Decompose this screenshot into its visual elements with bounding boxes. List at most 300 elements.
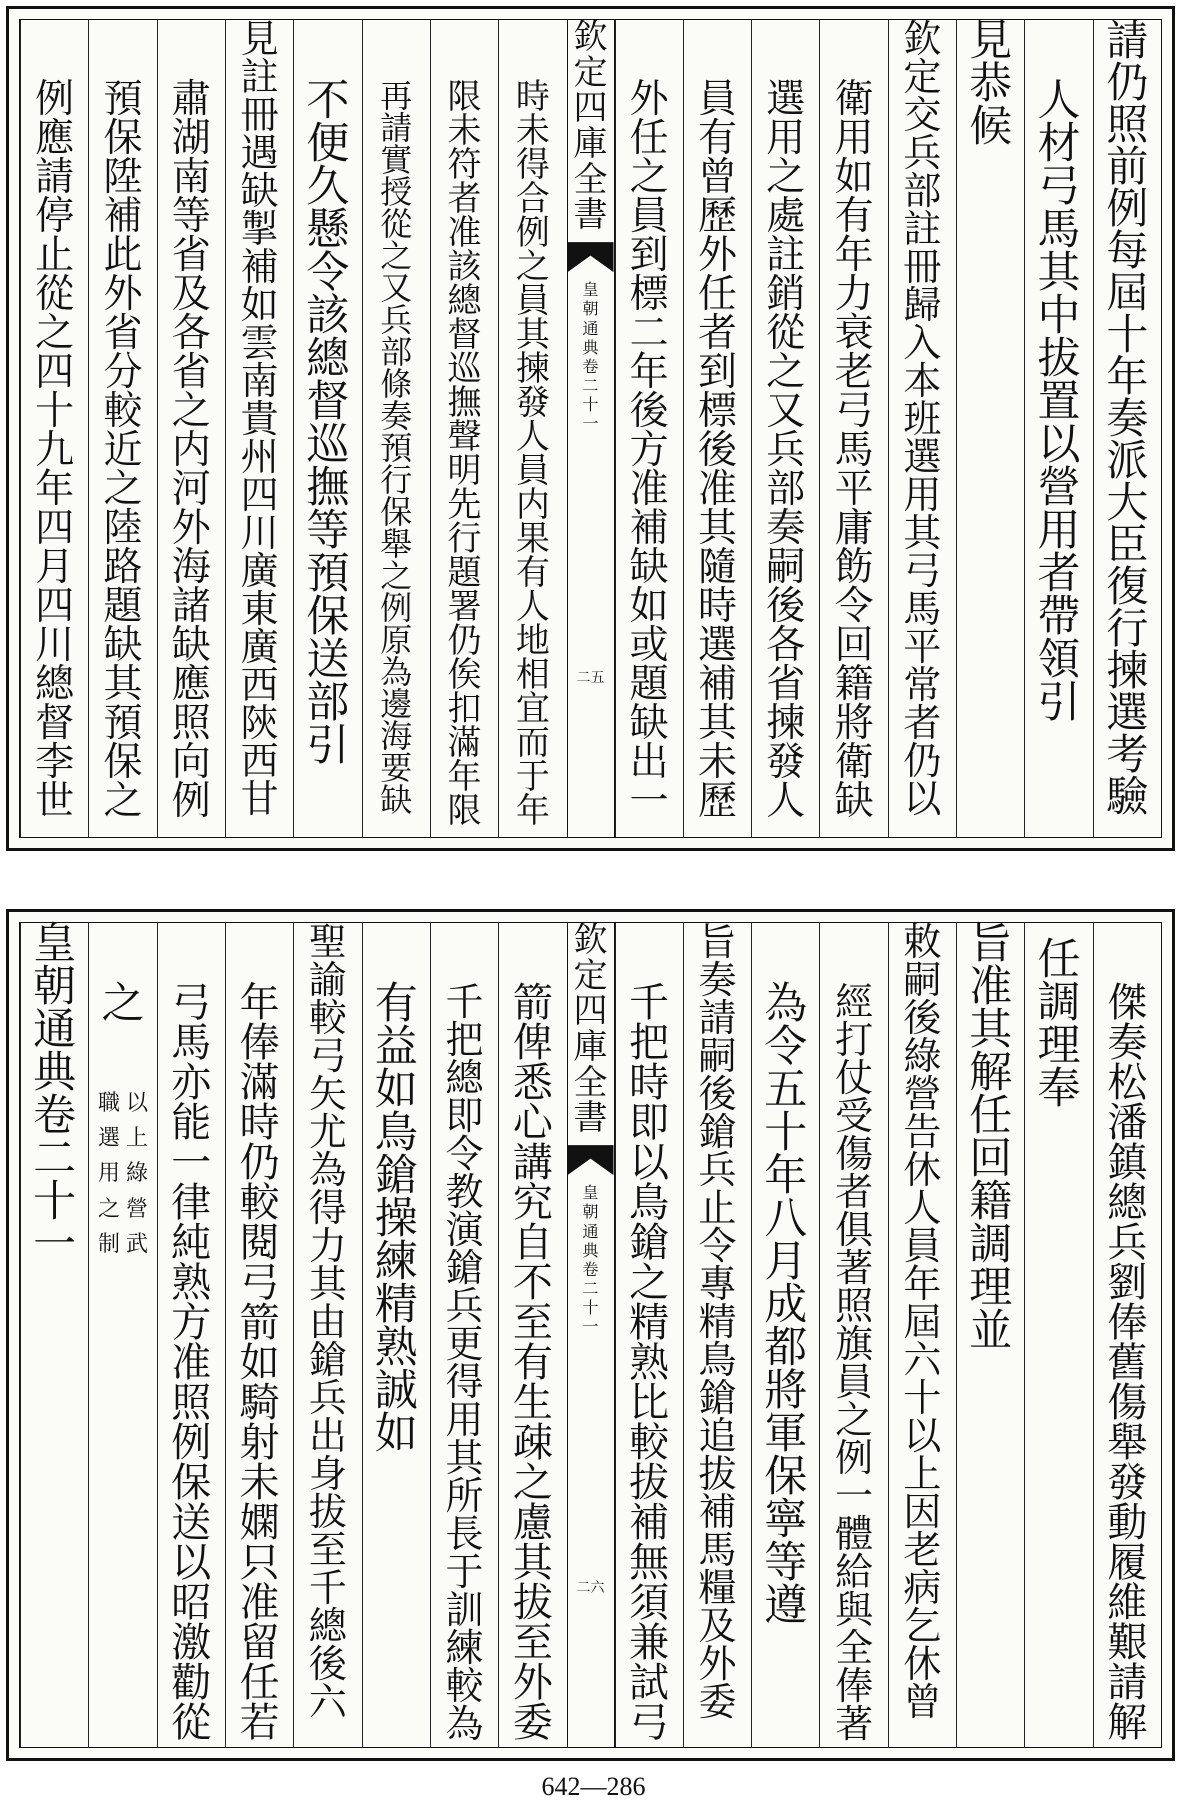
glyph: 與 [835, 1588, 874, 1632]
glyph: 把 [445, 1018, 484, 1062]
glyph: 到 [697, 350, 737, 395]
glyph: 四 [240, 473, 279, 517]
glyph: 如 [629, 584, 669, 629]
glyph: 未 [239, 1460, 280, 1506]
glyph: 選 [1106, 688, 1149, 737]
glyph: 即 [445, 1094, 484, 1138]
glyph: 本 [903, 359, 942, 403]
glyph: 解 [969, 1048, 1013, 1098]
glyph: 由 [308, 1300, 347, 1344]
glyph: 後 [629, 389, 669, 434]
glyph: 長 [445, 1512, 484, 1556]
glyph: 考 [1106, 730, 1149, 779]
glyph: 例 [515, 213, 550, 253]
glyph: 解 [1107, 1700, 1148, 1746]
glyph: 該 [306, 291, 350, 341]
glyph: 鳥 [629, 1180, 670, 1226]
glyph: 扣 [447, 689, 482, 729]
glyph: 典 [33, 1048, 77, 1098]
glyph: 部 [903, 169, 942, 213]
glyph: 補 [629, 1500, 670, 1546]
glyph: 等 [764, 1538, 808, 1588]
glyph: 此 [103, 233, 143, 278]
glyph: 人 [1037, 76, 1081, 126]
glyph: 河 [171, 467, 211, 512]
glyph: 用 [834, 116, 874, 161]
glyph: 追 [698, 1414, 737, 1458]
glyph: 十 [764, 1108, 808, 1158]
text-column [498, 20, 566, 837]
glyph: 聖 [308, 920, 347, 964]
glyph: 選 [697, 623, 737, 668]
glyph: 保 [103, 116, 143, 161]
glyph: 大 [1106, 478, 1149, 527]
glyph: 至 [512, 1300, 553, 1346]
lower-page-frame [19, 919, 1162, 1748]
glyph: 歸 [903, 283, 942, 327]
glyph: 内 [515, 485, 550, 525]
glyph: 維 [1107, 1580, 1148, 1626]
glyph: 一 [835, 1474, 874, 1518]
glyph: 川 [35, 623, 75, 668]
glyph: 十 [33, 1177, 77, 1227]
glyph: 缺 [629, 701, 669, 746]
glyph: 從 [171, 1700, 212, 1746]
glyph: 廣 [240, 549, 279, 593]
glyph: 缺 [629, 545, 669, 590]
glyph: 鎗 [698, 1110, 737, 1154]
glyph: 實 [380, 141, 413, 179]
glyph: 再 [380, 77, 413, 115]
glyph: 嗣 [766, 545, 806, 590]
glyph: 仍 [1106, 58, 1149, 107]
glyph: 應 [171, 662, 211, 707]
text-column [430, 923, 498, 1747]
glyph: 得 [445, 1360, 484, 1404]
glyph: 兵 [445, 1284, 484, 1328]
glyph: 調 [1037, 978, 1081, 1028]
glyph: 熟 [629, 1340, 670, 1386]
glyph: 究 [512, 1180, 553, 1226]
glyph: 只 [239, 1540, 280, 1586]
glyph: 俱 [835, 1208, 874, 1252]
glyph: 出 [308, 1414, 347, 1458]
glyph: 以 [629, 1140, 670, 1186]
glyph: 一 [171, 1140, 212, 1186]
glyph: 以 [1037, 420, 1081, 470]
glyph: 照 [171, 1380, 212, 1426]
glyph: 總 [1107, 1180, 1148, 1226]
glyph: 請 [1107, 1660, 1148, 1706]
glyph: 註 [766, 233, 806, 278]
glyph: 人 [903, 1186, 942, 1230]
glyph: 請 [380, 109, 413, 147]
glyph: 材 [1037, 119, 1081, 169]
glyph: 奏 [698, 958, 737, 1002]
glyph: 者 [835, 1170, 874, 1214]
glyph: 奏 [1106, 394, 1149, 443]
glyph: 兵 [308, 1376, 347, 1420]
glyph: 軍 [764, 1409, 808, 1459]
interlinear-note [98, 1026, 148, 1262]
glyph: 標 [697, 389, 737, 434]
glyph: 巡 [447, 349, 482, 389]
fishtail-mark [568, 242, 614, 272]
glyph: 曾 [697, 155, 737, 200]
glyph: 律 [171, 1180, 212, 1226]
glyph: 後 [697, 428, 737, 473]
glyph: 海 [380, 717, 413, 755]
glyph: 西 [240, 663, 279, 707]
glyph: 時 [515, 77, 550, 117]
glyph: 湖 [171, 116, 211, 161]
glyph: 者 [697, 311, 737, 356]
glyph: 勸 [171, 1660, 212, 1706]
glyph: 平 [834, 467, 874, 512]
glyph: 較 [103, 389, 143, 434]
fishtail-mark [568, 1145, 614, 1175]
glyph: 之 [766, 155, 806, 200]
glyph: 回 [834, 623, 874, 668]
glyph: 著 [835, 1702, 874, 1746]
glyph: 歷 [697, 194, 737, 239]
glyph: 並 [969, 1306, 1013, 1356]
glyph: 止 [35, 233, 75, 278]
glyph: 劉 [1107, 1260, 1148, 1306]
glyph: 二 [629, 311, 669, 356]
glyph: 題 [103, 584, 143, 629]
glyph: 預 [306, 549, 350, 599]
glyph: 熟 [171, 1260, 212, 1306]
glyph: 選 [903, 435, 942, 479]
fold-page-number: 二六 [576, 1580, 605, 1596]
glyph: 給 [835, 1550, 874, 1594]
glyph: 弓 [308, 1034, 347, 1078]
glyph: 十 [35, 389, 75, 434]
glyph: 人 [766, 779, 806, 824]
glyph: 年 [239, 980, 280, 1026]
glyph: 限 [447, 77, 482, 117]
glyph: 曾 [903, 1680, 942, 1724]
glyph: 練 [374, 1237, 418, 1287]
glyph: 鎗 [629, 1220, 670, 1266]
glyph: 著 [835, 1246, 874, 1290]
glyph: 演 [445, 1208, 484, 1252]
glyph: 較 [445, 1664, 484, 1708]
glyph: 如 [374, 1409, 418, 1459]
fold-book-title: 皇 朝 通 典 卷 二 十 一 [582, 1183, 599, 1337]
glyph: 十 [1106, 310, 1149, 359]
glyph: 六 [903, 1338, 942, 1382]
glyph: 兵 [380, 301, 413, 339]
text-column [1093, 16, 1161, 837]
glyph: 如 [240, 283, 279, 327]
glyph: 未 [697, 740, 737, 785]
text-column [1024, 923, 1092, 1747]
glyph: 營 [903, 1072, 942, 1116]
glyph: 例 [35, 77, 75, 122]
glyph: 保 [764, 1452, 808, 1502]
glyph: 後 [766, 584, 806, 629]
glyph: 通 [33, 1005, 77, 1055]
glyph: 之 [835, 1398, 874, 1442]
glyph: 調 [969, 1220, 1013, 1270]
glyph: 補 [240, 245, 279, 289]
glyph: 得 [515, 145, 550, 185]
glyph: 鎗 [308, 1338, 347, 1382]
glyph: 舉 [380, 525, 413, 563]
glyph: 綠 [903, 1034, 942, 1078]
glyph: 保 [306, 592, 350, 642]
glyph: 令 [764, 1022, 808, 1072]
glyph: 受 [835, 1094, 874, 1138]
glyph: 相 [515, 655, 550, 695]
glyph: 請 [698, 996, 737, 1040]
glyph: 肅 [171, 77, 211, 122]
glyph: 仗 [835, 1056, 874, 1100]
glyph: 之 [766, 350, 806, 395]
glyph: 果 [515, 519, 550, 559]
glyph: 俸 [835, 1664, 874, 1708]
glyph: 准 [697, 467, 737, 512]
glyph: 如 [834, 155, 874, 200]
glyph: 督 [35, 701, 75, 746]
glyph: 南 [240, 359, 279, 403]
glyph: 分 [103, 350, 143, 395]
glyph: 任 [969, 1091, 1013, 1141]
glyph: 補 [629, 506, 669, 551]
glyph: 未 [515, 111, 550, 151]
glyph: 益 [374, 1022, 418, 1072]
glyph: 路 [103, 545, 143, 590]
glyph: 總 [308, 1604, 347, 1648]
glyph: 激 [171, 1620, 212, 1666]
glyph: 若 [239, 1700, 280, 1746]
glyph: 因 [903, 1490, 942, 1534]
text-column [88, 20, 156, 837]
glyph: 例 [171, 779, 211, 824]
glyph: 題 [629, 662, 669, 707]
glyph: 松 [1107, 1060, 1148, 1106]
glyph: 宜 [515, 689, 550, 729]
glyph: 置 [1037, 377, 1081, 427]
glyph: 籍 [834, 662, 874, 707]
glyph: 有 [515, 553, 550, 593]
glyph: 箭 [239, 1300, 280, 1346]
text-column [498, 923, 566, 1747]
glyph: 要 [380, 749, 413, 787]
glyph: 年 [447, 757, 482, 797]
glyph: 拔 [629, 1460, 670, 1506]
glyph: 一 [33, 1220, 77, 1270]
glyph: 省 [103, 311, 143, 356]
glyph: 年 [1106, 352, 1149, 401]
text-column [1093, 923, 1161, 1747]
glyph: 鎗 [445, 1246, 484, 1290]
glyph: 之 [629, 155, 669, 200]
glyph: 揀 [515, 349, 550, 389]
glyph: 用 [1037, 506, 1081, 556]
glyph: 舊 [1107, 1340, 1148, 1386]
glyph: 艱 [1107, 1620, 1148, 1666]
glyph: 請 [35, 155, 75, 200]
glyph: 旨 [698, 920, 737, 964]
glyph: 年 [834, 233, 874, 278]
glyph: 卷 [33, 1091, 77, 1141]
upper-page-frame [19, 16, 1162, 838]
glyph: 雲 [240, 321, 279, 365]
glyph: 限 [447, 791, 482, 831]
glyph: 其 [308, 1262, 347, 1306]
glyph: 缺 [834, 779, 874, 824]
glyph: 以 [171, 1540, 212, 1586]
glyph: 年 [764, 1151, 808, 1201]
glyph: 兵 [766, 428, 806, 473]
glyph: 後 [903, 996, 942, 1040]
glyph: 旗 [835, 1322, 874, 1366]
glyph: 滿 [447, 723, 482, 763]
glyph: 奏 [1107, 1020, 1148, 1066]
glyph: 馬 [903, 587, 942, 631]
glyph: 州 [240, 435, 279, 479]
glyph: 入 [903, 321, 942, 365]
glyph: 休 [903, 1148, 942, 1192]
glyph: 員 [515, 451, 550, 491]
glyph: 内 [171, 428, 211, 473]
glyph: 嫻 [239, 1500, 280, 1546]
glyph: 驗 [1106, 772, 1149, 821]
text-column [1024, 20, 1092, 837]
glyph: 冊 [903, 245, 942, 289]
glyph: 照 [835, 1284, 874, 1328]
glyph: 諭 [308, 958, 347, 1002]
glyph: 專 [698, 1262, 737, 1306]
glyph: 每 [1106, 226, 1149, 275]
glyph: 任 [1037, 935, 1081, 985]
glyph: 領 [1037, 635, 1081, 685]
glyph: 其 [1037, 248, 1081, 298]
glyph: 尤 [308, 1110, 347, 1154]
glyph: 須 [629, 1580, 670, 1626]
glyph: 地 [515, 621, 550, 661]
glyph: 後 [698, 1072, 737, 1116]
glyph: 時 [697, 584, 737, 629]
glyph: 訓 [445, 1588, 484, 1632]
glyph: 俾 [512, 1020, 553, 1066]
glyph: 到 [629, 233, 669, 278]
glyph: 總 [447, 281, 482, 321]
glyph: 其 [903, 511, 942, 555]
glyph: 籍 [969, 1177, 1013, 1227]
glyph: 弓 [1037, 162, 1081, 212]
glyph: 拔 [308, 1490, 347, 1534]
glyph: 缺 [240, 169, 279, 213]
glyph: 處 [766, 194, 806, 239]
glyph: 庸 [834, 506, 874, 551]
glyph: 試 [629, 1660, 670, 1706]
glyph: 鎗 [698, 1376, 737, 1420]
glyph: 揀 [1106, 646, 1149, 695]
glyph: 皇 [33, 919, 77, 969]
text-column [683, 920, 751, 1747]
glyph: 之 [103, 779, 143, 824]
glyph: 陝 [240, 701, 279, 745]
glyph: 奉 [1037, 1064, 1081, 1114]
glyph: 恭 [969, 59, 1013, 109]
glyph: 平 [903, 625, 942, 669]
glyph: 馬 [834, 428, 874, 473]
glyph: 常 [903, 663, 942, 707]
glyph: 以 [903, 1414, 942, 1458]
glyph: 有 [834, 194, 874, 239]
glyph: 之 [380, 557, 413, 595]
glyph: 原 [380, 621, 413, 659]
glyph: 之 [101, 979, 145, 1029]
glyph: 停 [35, 194, 75, 239]
glyph: 外 [171, 506, 211, 551]
glyph: 箭 [512, 980, 553, 1026]
glyph: 邊 [380, 685, 413, 723]
glyph: 陞 [103, 155, 143, 200]
glyph: 行 [447, 519, 482, 559]
glyph: 方 [629, 428, 669, 473]
glyph: 該 [447, 247, 482, 287]
glyph: 准 [447, 213, 482, 253]
glyph: 打 [835, 1018, 874, 1062]
glyph: 教 [445, 1170, 484, 1214]
glyph: 署 [447, 587, 482, 627]
glyph: 年 [629, 350, 669, 395]
glyph: 聲 [447, 417, 482, 457]
glyph: 外 [512, 1660, 553, 1706]
glyph: 旨 [969, 919, 1013, 969]
glyph: 其 [697, 506, 737, 551]
glyph: 外 [697, 233, 737, 278]
text-column [819, 923, 887, 1747]
glyph: 為 [445, 1702, 484, 1746]
glyph: 部 [306, 678, 350, 728]
glyph: 純 [171, 1220, 212, 1266]
glyph: 保 [171, 1460, 212, 1506]
glyph: 乞 [903, 1604, 942, 1648]
glyph: 明 [447, 451, 482, 491]
glyph: 行 [380, 461, 413, 499]
glyph: 射 [239, 1420, 280, 1466]
glyph: 預 [103, 701, 143, 746]
glyph: 年 [35, 467, 75, 512]
glyph: 四 [35, 506, 75, 551]
glyph: 經 [835, 980, 874, 1024]
glyph: 總 [306, 334, 350, 384]
fold-title: 欽 定 四 庫 全 書 [573, 17, 608, 236]
glyph: 俸 [239, 1020, 280, 1066]
glyph: 送 [171, 1500, 212, 1546]
text-column [751, 923, 819, 1747]
glyph: 例 [1106, 184, 1149, 233]
glyph: 其 [515, 315, 550, 355]
glyph: 應 [35, 116, 75, 161]
glyph: 馬 [1037, 205, 1081, 255]
glyph: 成 [764, 1280, 808, 1330]
glyph: 之 [35, 311, 75, 356]
glyph: 傷 [835, 1132, 874, 1176]
glyph: 留 [239, 1620, 280, 1666]
glyph: 懸 [306, 205, 350, 255]
glyph: 令 [306, 248, 350, 298]
glyph: 寧 [764, 1495, 808, 1545]
text-column [157, 923, 225, 1747]
glyph: 之 [103, 467, 143, 512]
